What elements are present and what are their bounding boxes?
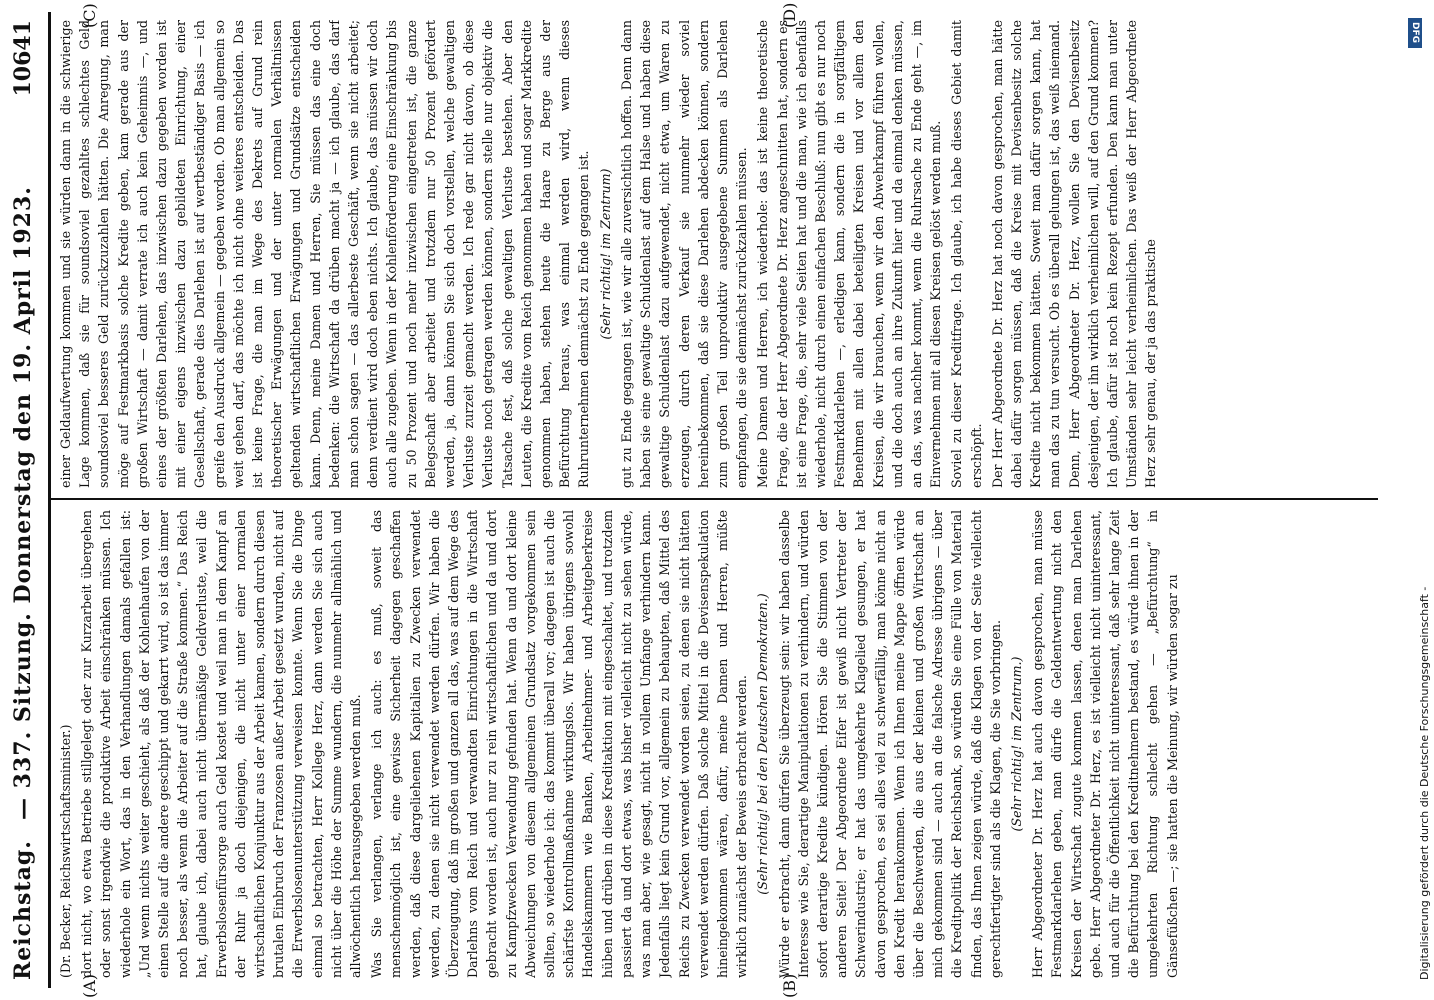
right-column [56,20,1366,488]
right-paragraph: Soviel zu dieser Kreditfrage. Ich glaube, ich habe dieses Gebiet damit erschöpft. [949,20,984,488]
marker-d: (D) [780,2,799,28]
left-paragraph: Würde er erbracht, dann dürfen Sie überzeugt sein: wir haben dasselbe Interesse wie Sie, derartige Manipulationen zu verhindern, und würden sofort derartige Kredite kündigen. Hören Sie die Stimmen von der anderen Seite! Der Abgeordnete Eifer ist gewiß nicht Vertreter der Schwerindustrie; er hat das umgekehrte Klagelied gesungen, er hat davon gesprochen, es sei alles viel zu schwerfällig, man könne nicht an den Kredit herankommen. Wenn ich Ihnen meine Mappe öffnen würde über die Beschwerden, die aus der kleinen und großen Wirtschaft an mich gekommen sind — auch an die falsche Adresse übrigens — über die Kreditpolitik der Reichsbank, so würden Sie eine Fülle von Material finden, das Ihnen zeigen würde, daß die Klagen von der Seite vielleicht gerechtfertigter sind als die Klagen, die Sie vorbringen. [776,510,1003,978]
left-paragraph: dort nicht, wo etwa Betriebe stillgelegt oder zur Kurzarbeit übergehen oder sonst irgendwie die produktive Arbeit einschränken müssen. Ich wiederhole ein Wort, das in den Verhandlungen damals gefallen ist: „Und wenn nichts weiter geschieht, als daß der Kohlenhaufen von der einen Stelle auf die andere geschippt und gekarrt wird, so ist das immer noch besser, als wenn die Arbeiter auf die Straße kommen.“ Das Reich hat, glaube ich, dabei auch nicht übermäßige Geldverluste, weil die Erwerbslosenfürsorge auch Geld kostet und weil man in dem Kampf an der Ruhr ja doch diejenigen, die nicht unter einer normalen wirtschaftlichen Konjunktur aus der Arbeit kamen, sondern durch diesen brutalen Einbruch der Franzosen außer Arbeit gesetzt wurden, nicht auf die Erwerbslosenunterstützung verweisen konnte. Wenn Sie die Dinge einmal so betrachten, Herr Kollege Herz, dann werden Sie sich auch nicht über die Höhe der Summe wundern, die nunmehr allmählich und allwöchentlich herausgegeben werden muß. [79,510,364,978]
left-paragraph: (Dr. Becker, Reichswirtschaftsminister.) [58,724,73,978]
header-left: Reichstag. [10,840,36,980]
marker-c: (C) [80,3,99,28]
right-paragraph: Der Herr Abgeordnete Dr. Herz hat noch davon gesprochen, man hätte dabei dafür sorgen müssen, daß die Kreise mit Devisenbesitz solche Kredite nicht bekommen hätten. Soweit man dafür sorgen kann, hat man das zu tun versucht. Ob es überall gelungen ist, das weiß niemand. Denn, Herr Abgeordneter Dr. Herz, wollen Sie den Devisenbesitz desjenigen, der ihn wirklich verheimlichen will, auf den Grund kommen? Ich glaube, dafür ist noch kein Rezept erfunden. Den kann man unter Umständen sehr leicht verheimlichen. Das weiß der Herr Abgeordnete Herz sehr genau, der ja das praktische [989,20,1159,488]
digitization-note: Digitalisierung gefördert durch die Deutsche Forschungsgemeinschaft - [1418,586,1431,980]
dfg-logo: DFG [1408,18,1422,48]
left-interjection: (Sehr richtig! bei den Deutschen Demokraten.) [755,593,771,895]
header-center: — 337. Sitzung. Donnerstag den 19. April 1923. [10,186,36,820]
header-rule [48,12,51,988]
left-interjection: (Sehr richtig! im Zentrum.) [1008,656,1024,832]
column-rule [48,498,1378,500]
left-paragraph: Was Sie verlangen, verlange ich auch: es muß, soweit das menschenmöglich ist, eine gewisse Sicherheit dagegen geschaffen werden, daß diese dargeliehenen Kapitalien zu Zwecken verwendet werden, zu denen sie nicht verwendet werden dürfen. Wir haben die Überzeugung, daß im großen und ganzen all das, was auf dem Wege des Darlehns vom Reich und verwandten Einrichtungen in die Wirtschaft gebracht worden ist, auch nur zu rein wirtschaftlichen und da und dort zu Kampfzwecken Verwendung gefunden hat. Wenn da und dort kleine Abweichungen von diesem allgemeinen Grundsatz vorgekommen sein sollten, so wiederhole ich: das kommt überall vor; dagegen ist auch die schärfste Kontrollmaßnahme wirkungslos. Wir haben übrigens sowohl Handelskammern wie Banken, Arbeitnehmer- und Arbeitgeberkreise hüben und drüben in diese Kreditaktion mit eingeschaltet, und trotzdem passiert da und dort etwas, was bisher vielleicht nicht zu sehen würde, was man aber, wie gesagt, nicht in vollem Umfange verhindern kann. Jedenfalls liegt kein Grund vor, allgemein zu behaupten, daß Mittel des Reichs zu Zwecken verwendet worden seien, zu denen sie nicht hätten verwendet werden dürfen. Daß solche Mittel in die Devisenspekulation hineingekommen wären, dafür, meine Damen und Herren, müßte wirklich zunächst der Beweis erbracht werden. [369,510,750,978]
right-paragraph: Meine Damen und Herren, ich wiederhole: das ist keine theoretische Frage, die der Herr Abgeordnete Dr. Herz angeschnitten hat, sondern es ist eine Frage, die, sehr viele Seiten hat und die man, wie ich ebenfalls wiederhole, nicht durch einen einfachen Beschluß: nun gibt es nur noch Festmarkdarlehen —, erledigen kann, sondern die in sorgfältigem Benehmen mit allen dabei beteiligten Kreisen und vor allem den Kreisen, die wir brauchen, wenn wir den Abwehrkampf führen wollen, und die doch auch an ihre Zukunft hier und da einmal denken müssen, an das, was nachher kommt, wenn die Ruhrsache zu Ende geht —, im Einvernehmen mit all diesen Kreisen gelöst werden muß. [755,20,944,488]
marker-b: (B) [780,973,799,998]
left-column [56,510,1366,978]
page-number: 10641 [10,20,36,97]
left-paragraph: Herr Abgeordneter Dr. Herz hat auch davon gesprochen, man müsse Festmarkdarlehen geben, man dürfe die Geldentwertung nicht den Kreisen der Wirtschaft zugute kommen lassen, denen man Darlehen gebe. Herr Abgeordneter Dr. Herz, es ist vielleicht nicht uninteressant, und auch für die Öffentlichkeit nicht uninteressant, daß sehr lange Zeit die Befürchtung bei den Kreditnehmern bestand, es würde ihnen in der umgekehrten Richtung schlecht gehen — „Befürchtung“ in Gänsefüßchen —; sie hatten die Meinung, wir würden sogar zu [1030,510,1180,978]
marker-a: (A) [80,973,99,998]
right-paragraph: gut zu Ende gegangen ist, wie wir alle zuversichtlich hoffen. Denn dann haben sie eine gewaltige Schuldenlast auf dem Halse und haben diese gewaltige Schuldenlast dazu aufgewendet, nicht etwa, um Waren zu erzeugen, durch deren Verkauf sie nunmehr wieder soviel hereinbekommen, daß sie diese Darlehen abdecken können, sondern zum großen Teil unproduktiv ausgegebene Summen als Darlehen empfangen, die sie demnächst zurückzahlen müssen. [618,20,750,488]
running-header [8,0,48,1000]
right-paragraph: einer Geldaufwertung kommen und sie würden dann in die schwierige Lage kommen, daß sie für soundsoviel gezahltes schlechtes Geld soundsoviel besseres Geld zurückzuzahlen hätten. Die Anregung, man möge auf Festmarkbasis solche Kredite geben, kam gerade aus der großen Wirtschaft — damit verrate ich auch kein Geheimnis —, und eines der größten Darlehen, das inzwischen dazu gegeben worden ist mit einer eigens inzwischen dazu gebildeten Einrichtung, einer Gesellschaft, gerade dies Darlehen ist auf wertbeständiger Basis — ich greife den Ausdruck allgemein — gegeben worden. Ob man allgemein so weit gehen darf, das möchte ich nicht ohne weiteres entscheiden. Das ist keine Frage, die man im Wege des Dekrets auf Grund rein theoretischer Erwägungen und der unter normalen Verhältnissen geltenden wirtschaftlichen Erwägungen und Grundsätze entscheiden kann. Denn, meine Damen und Herren, Sie müssen das eine doch bedenken: die Wirtschaft da drüben macht ja — ich glaube, das darf man schon sagen — das allerbeste Geschäft, wenn sie nicht arbeitet; denn verdient wird doch eben nichts. Ich glaube, das müssen wir doch auch alle zugeben. Wenn in der Kohlenförderung eine Einschränkung bis zu 50 Prozent und noch mehr inzwischen eingetreten ist, die ganze Belegschaft aber arbeitet und trotzdem nur 50 Prozent gefördert werden, ja, dann können Sie sich doch vorstellen, welche gewaltigen Verluste zurzeit gemacht werden. Ich rede gar nicht davon, ob diese Verluste noch getragen werden können, sondern stelle nur objektiv die Tatsache fest, daß solche gewaltigen Verluste bestehen. Aber den Leuten, die Kredite vom Reich genommen haben und sogar Markkredite genommen haben, stehen heute die Haare zu Berge aus der Befürchtung heraus, was einmal werden wird, wenn dieses Ruhrunternehmen demnächst zu Ende gegangen ist. [58,20,592,488]
right-interjection: (Sehr richtig! im Zentrum) [597,168,613,340]
